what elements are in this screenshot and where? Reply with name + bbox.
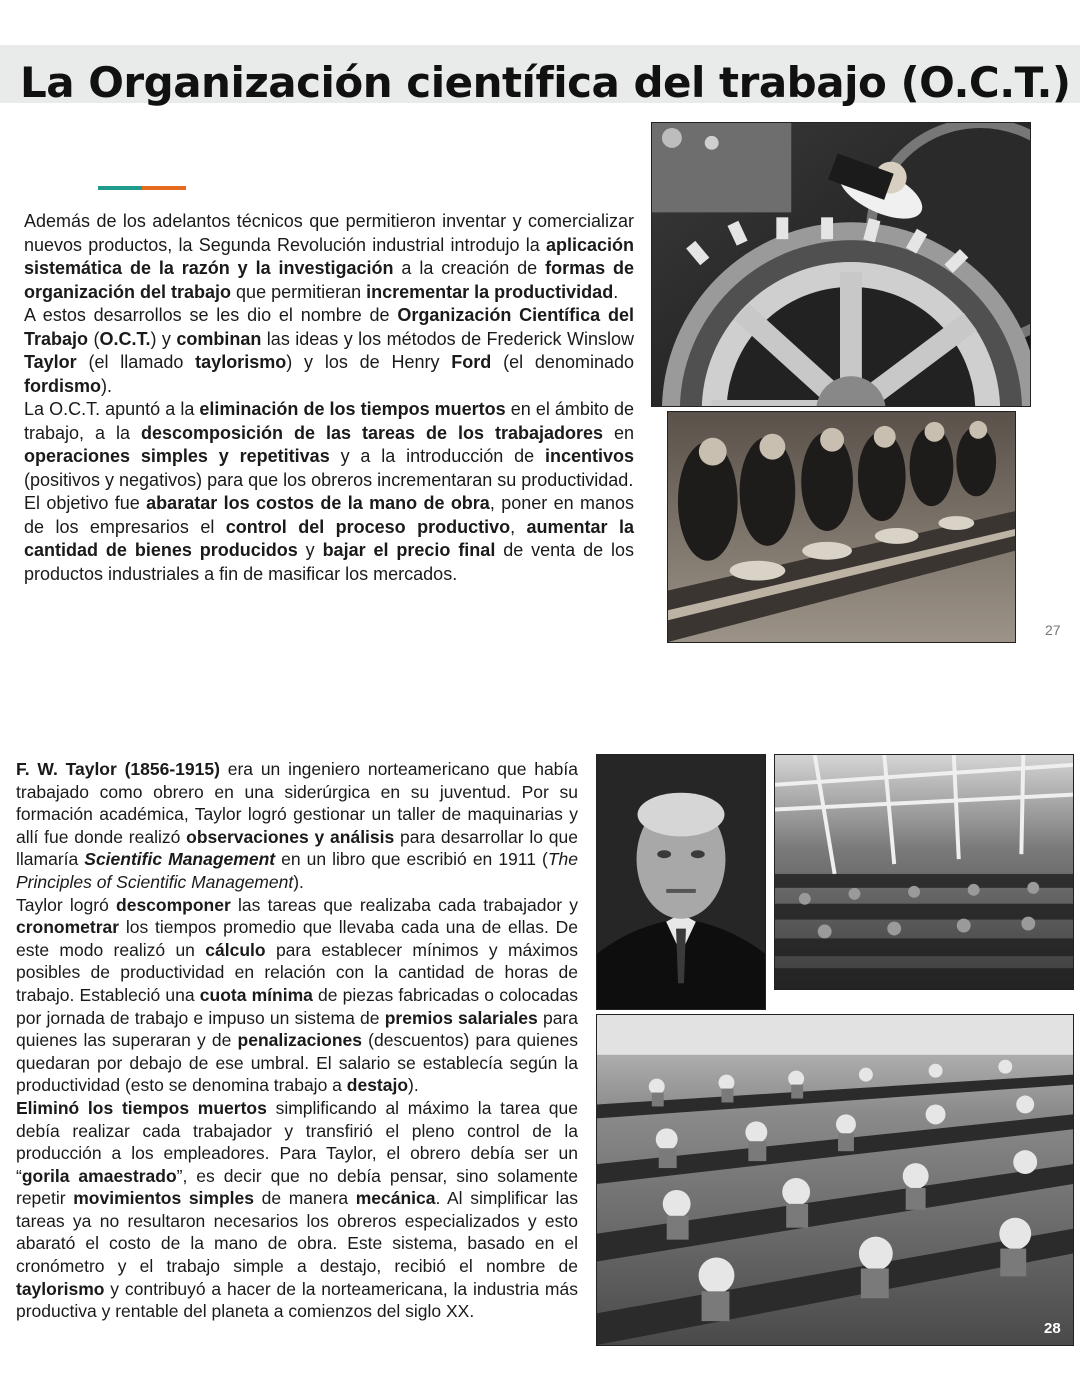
paragraph-taylor-method: Taylor logró descomponer las tareas que realizaba cada trabajador y cronometrar los tiempos promedio que llevaba cada una de ellas. De este modo realizó un cálculo para establecer mínimos y máximos posibles de productividad en relación con la cantidad de horas de trabajo. Estableció una cuota mínima de piezas fabricadas o colocadas por jornada de trabajo e impuso un sistema de premios salariales para quienes las superaran y de penalizaciones (descuentos) para quienes quedaran por debajo de ese umbral. El salario se establecía según la productividad (esto se denomina trabajo a destajo). bbox=[16, 894, 579, 1096]
page-number-28: 28 bbox=[1044, 1320, 1061, 1337]
page-title: La Organización científica del trabajo (O.C.T.) bbox=[20, 58, 1071, 107]
factory-workers-photo bbox=[596, 1014, 1074, 1346]
paragraph-taylorismo: Eliminó los tiempos muertos simplificando al máximo la tarea que debía realizar cada trabajador y transfirió el pleno control de la producción a los empleadores. Para Taylor, el obrero debía ser un “gorila amaestrado”, es decir que no debía pensar, sino solamente repetir movimientos simples de manera mecánica. Al simplificar las tareas ya no resultaron necesarios los obreros especializados y esto abarató el costo de la mano de obra. Este sistema, basado en el cronómetro y el trabajo simple a destajo, recibió el nombre de taylorismo y contribuyó a hacer de la norteamericana, la industria más productiva y rentable del planeta a comienzos del siglo XX. bbox=[16, 1097, 578, 1322]
paragraph-oct-goals: La O.C.T. apuntó a la eliminación de los tiempos muertos en el ámbito de trabajo, a la descomposición de las tareas de los trabajadores en operaciones simples y repetitivas y a la introducción de incentivos (positivos y negativos) para que los obreros incrementaran su productividad. bbox=[24, 399, 635, 490]
paragraph-objective: El objetivo fue abaratar los costos de la mano de obra, poner en manos de los empresarios el control del proceso productivo, aumentar la cantidad de bienes producidos y bajar el precio final de venta de los productos industriales a fin de masificar los mercados. bbox=[24, 493, 635, 584]
taylor-portrait-photo bbox=[596, 754, 766, 1010]
page-number-27: 27 bbox=[1045, 622, 1061, 638]
gears-photo bbox=[651, 122, 1031, 407]
accent-bar-teal bbox=[98, 186, 142, 190]
accent-bar-orange bbox=[142, 186, 186, 190]
workshop-photo bbox=[774, 754, 1074, 990]
section2-text bbox=[16, 758, 578, 1323]
paragraph-taylor-bio: F. W. Taylor (1856-1915) era un ingeniero norteamericano que había trabajado como obrero en una siderúrgica en su juventud. Por su formación académica, Taylor logró gestionar un taller de maquinarias y allí fue donde realizó observaciones y análisis para desarrollar lo que llamaría Scientific Management en un libro que escribió en 1911 (The Principles of Scientific Management). bbox=[16, 759, 578, 892]
section1-text bbox=[24, 210, 634, 586]
assembly-line-photo bbox=[667, 411, 1016, 643]
paragraph-oct-name: A estos desarrollos se les dio el nombre de Organización Científica del Trabajo (O.C.T.) y combinan las ideas y los métodos de Frederick Winslow Taylor (el llamado taylorismo) y los de Henry Ford (el denominado fordismo). bbox=[24, 305, 635, 396]
paragraph-intro: Además de los adelantos técnicos que permitieron inventar y comercializar nuevos productos, la Segunda Revolución industrial introdujo la aplicación sistemática de la razón y la investigación a la creación de formas de organización del trabajo que permitieran incrementar la productividad. bbox=[24, 211, 634, 302]
